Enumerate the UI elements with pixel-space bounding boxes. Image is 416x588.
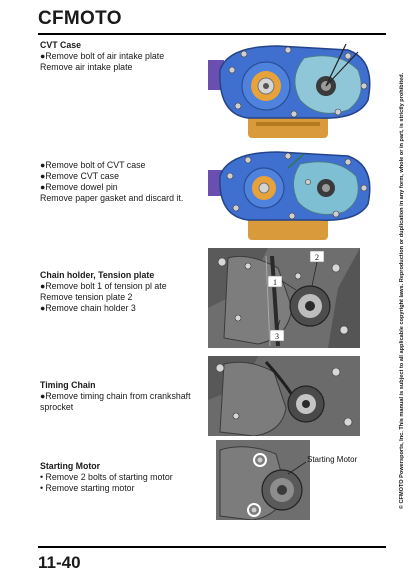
instruction-line: Remove paper gasket and discard it. bbox=[40, 193, 184, 203]
section-cvt-case bbox=[40, 40, 208, 73]
page-number: 11-40 bbox=[38, 553, 81, 572]
section-title: Timing Chain bbox=[40, 380, 96, 390]
cvt-case-removal-figure bbox=[208, 148, 376, 244]
instruction-line: ●Remove timing chain from crankshaft bbox=[40, 391, 191, 401]
brand-title: CFMOTO bbox=[38, 8, 122, 29]
cvt-case-figure bbox=[208, 40, 376, 144]
instruction-line: Remove tension plate 2 bbox=[40, 292, 133, 302]
instruction-line: ●Remove chain holder 3 bbox=[40, 303, 136, 313]
instruction-line: ●Remove bolt of CVT case bbox=[40, 160, 146, 170]
footer-rule bbox=[38, 546, 386, 548]
instruction-line: ●Remove bolt of air intake plate bbox=[40, 51, 165, 61]
starting-motor-figure bbox=[216, 440, 366, 520]
instruction-line: sprocket bbox=[40, 402, 74, 412]
instruction-line: ●Remove bolt 1 of tension pl ate bbox=[40, 281, 167, 291]
copyright-text: © CFMOTO Powersports, Inc. This manual is subject to all applicable copyright laws. Reproduction or duplication in any form, whole or in part, is strictly prohibited. bbox=[399, 72, 406, 509]
instruction-line: ●Remove dowel pin bbox=[40, 182, 118, 192]
copyright-note bbox=[396, 38, 408, 543]
header-rule bbox=[38, 33, 386, 35]
callout-label: 2 bbox=[315, 253, 319, 262]
chain-holder-figure bbox=[208, 248, 360, 348]
callout-label: 1 bbox=[273, 278, 277, 287]
starting-motor-callout: Starting Motor bbox=[307, 455, 358, 464]
instruction-line: Remove air intake plate bbox=[40, 62, 133, 72]
callout-label: 3 bbox=[275, 332, 279, 341]
section-title: CVT Case bbox=[40, 40, 82, 50]
instruction-line: • Remove starting motor bbox=[40, 483, 135, 493]
section-timing-chain bbox=[40, 380, 208, 413]
timing-chain-figure bbox=[208, 356, 360, 436]
section-title: Starting Motor bbox=[40, 461, 101, 471]
section-title: Chain holder, Tension plate bbox=[40, 270, 155, 280]
section-chain-holder bbox=[40, 270, 208, 314]
instruction-line: • Remove 2 bolts of starting motor bbox=[40, 472, 173, 482]
section-starting-motor bbox=[40, 461, 208, 494]
instruction-line: ●Remove CVT case bbox=[40, 171, 119, 181]
section-cvt-case-removal bbox=[40, 160, 208, 204]
